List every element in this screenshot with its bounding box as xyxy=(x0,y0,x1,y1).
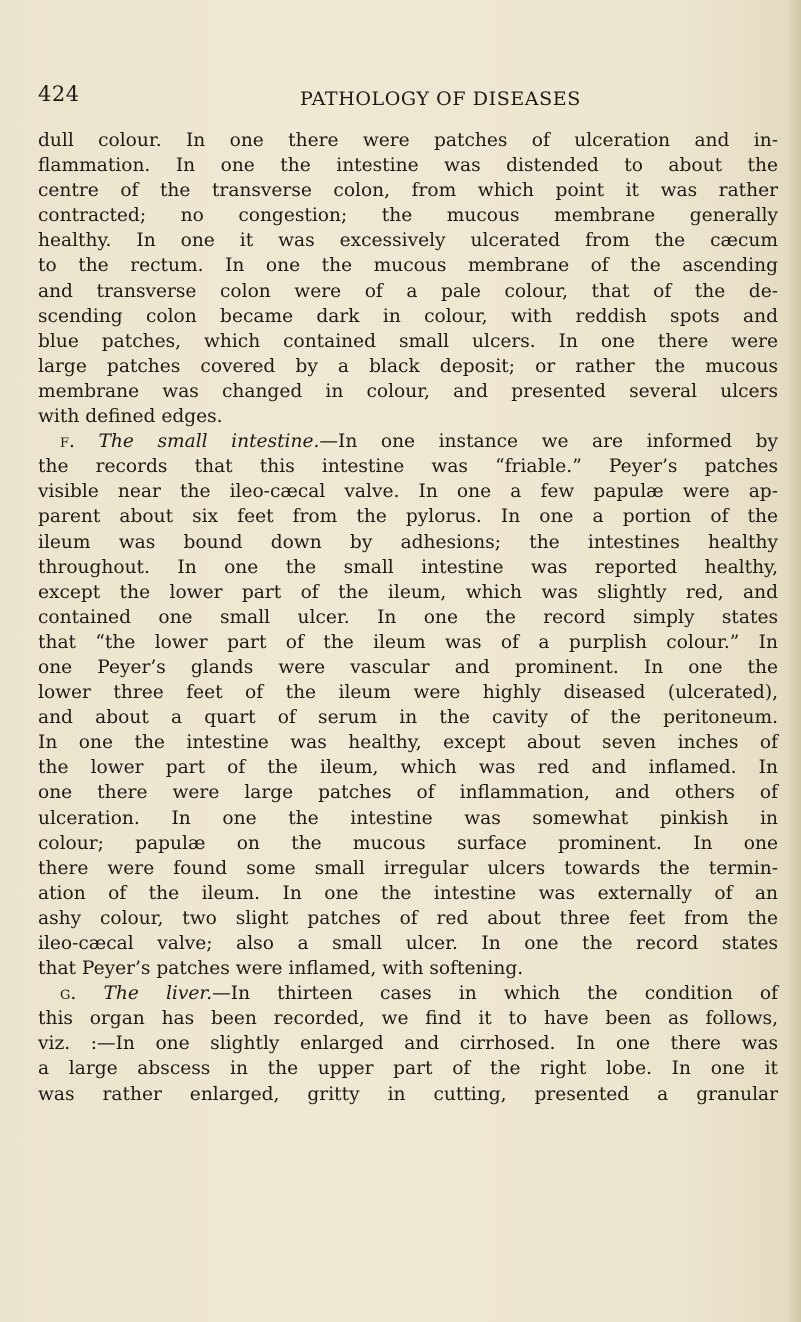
text-line: with defined edges. xyxy=(38,406,223,428)
text-line: parent about six feet from the pylorus. In one a portion of the xyxy=(38,506,778,528)
text-line: the records that this intestine was “friable.” Peyer’s patches xyxy=(38,456,778,478)
text-line: a large abscess in the upper part of the right lobe. In one it xyxy=(38,1058,778,1080)
running-head: PATHOLOGY OF DISEASES xyxy=(300,88,581,110)
text-line: ashy colour, two slight patches of red about three feet from the xyxy=(38,907,778,929)
section-g-heading-line xyxy=(38,981,778,1006)
section-f-first-line: —In one instance we are informed by xyxy=(319,431,778,453)
text-line: and transverse colon were of a pale colour, that of the de- xyxy=(38,280,778,302)
text-line: visible near the ileo-cæcal valve. In one a few papulæ were ap- xyxy=(38,481,778,503)
section-g-letter: g. xyxy=(60,983,77,1005)
body-text xyxy=(38,128,778,1107)
text-line: that “the lower part of the ileum was of a purplish colour.” In xyxy=(38,631,778,653)
text-line: ulceration. In one the intestine was somewhat pinkish in xyxy=(38,807,778,829)
text-line: was rather enlarged, gritty in cutting, presented a granular xyxy=(38,1083,778,1105)
text-line: ation of the ileum. In one the intestine was externally of an xyxy=(38,882,778,904)
text-line: and about a quart of serum in the cavity of the peritoneum. xyxy=(38,707,778,729)
text-line: lower three feet of the ileum were highly diseased (ulcerated), xyxy=(38,682,778,704)
text-line: In one the intestine was healthy, except about seven inches of xyxy=(38,732,778,754)
text-line: contracted; no congestion; the mucous membrane generally xyxy=(38,205,778,227)
text-line: dull colour. In one there were patches of ulceration and in- xyxy=(38,130,778,151)
text-line: that Peyer’s patches were inflamed, with softening. xyxy=(38,958,524,980)
page-number: 424 xyxy=(38,82,80,106)
text-line: ileum was bound down by adhesions; the intestines healthy xyxy=(38,531,778,553)
text-line: contained one small ulcer. In one the record simply states xyxy=(38,606,778,628)
text-line: blue patches, which contained small ulcers. In one there were xyxy=(38,330,778,352)
text-line: this organ has been recorded, we find it to have been as follows, xyxy=(38,1008,778,1030)
text-line: ileo-cæcal valve; also a small ulcer. In one the record states xyxy=(38,933,778,954)
text-line: membrane was changed in colour, and presented several ulcers xyxy=(38,380,778,402)
section-g-first-line: —In thirteen cases in which the condition of xyxy=(212,983,778,1005)
text-line: scending colon became dark in colour, with reddish spots and xyxy=(38,305,778,327)
text-line: one Peyer’s glands were vascular and prominent. In one the xyxy=(38,656,778,678)
page-edge-shadow xyxy=(787,0,801,1322)
text-line: there were found some small irregular ulcers towards the termin- xyxy=(38,857,778,879)
section-f-letter: f. xyxy=(60,431,75,453)
text-line: throughout. In one the small intestine was reported healthy, xyxy=(38,556,778,578)
section-f-heading-line xyxy=(38,429,778,454)
section-g-title: The liver. xyxy=(103,983,213,1005)
text-line: flammation. In one the intestine was distended to about the xyxy=(38,155,778,177)
text-line: viz. :—In one slightly enlarged and cirrhosed. In one there was xyxy=(38,1033,778,1055)
text-line: except the lower part of the ileum, which was slightly red, and xyxy=(38,581,778,603)
text-line: to the rectum. In one the mucous membrane of the ascending xyxy=(38,255,778,277)
text-line: healthy. In one it was excessively ulcerated from the cæcum xyxy=(38,230,778,252)
text-line: colour; papulæ on the mucous surface prominent. In one xyxy=(38,832,778,854)
text-line: the lower part of the ileum, which was red and inflamed. In xyxy=(38,757,778,779)
text-line: one there were large patches of inflammation, and others of xyxy=(38,782,778,804)
text-line: centre of the transverse colon, from which point it was rather xyxy=(38,180,778,202)
text-line: large patches covered by a black deposit; or rather the mucous xyxy=(38,355,778,377)
section-f-title: The small intestine. xyxy=(98,431,320,453)
